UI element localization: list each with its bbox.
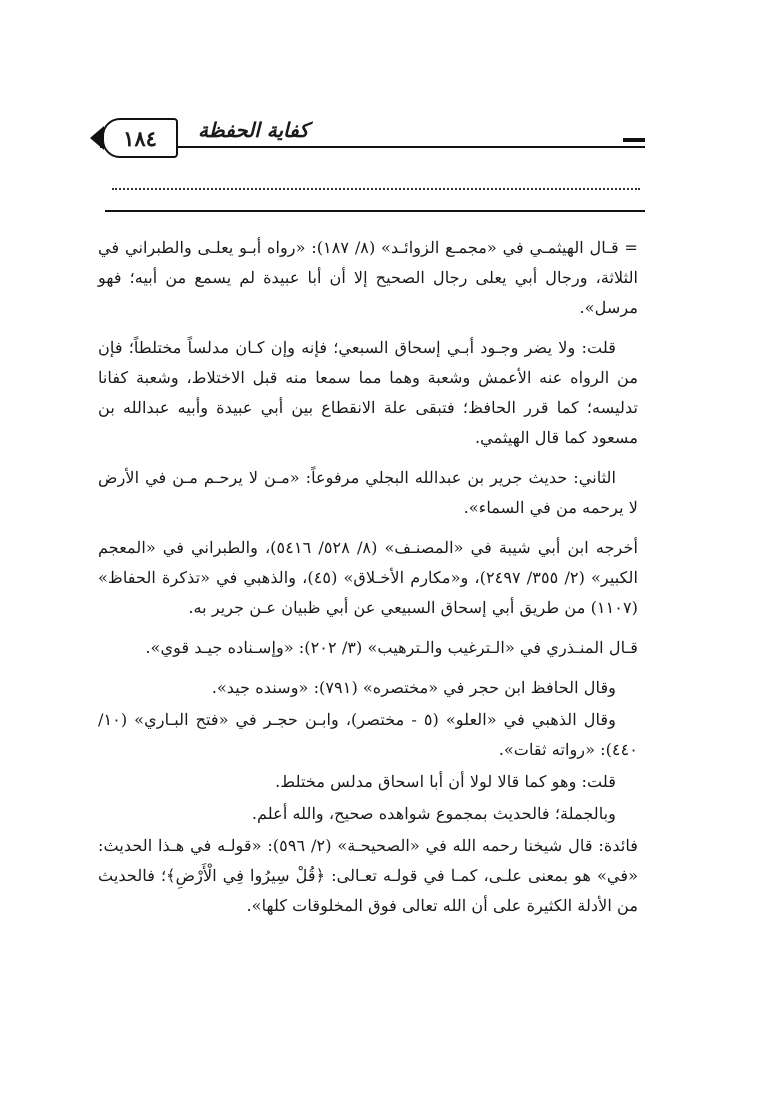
paragraph-1: = قـال الهيثمـي في «مجمـع الزوائـد» (٨/ ١٨٧): «رواه أبـو يعلـى والطبراني في الثلاثة، ورجال أبي يعلى رجال الصحيح إلا أن أبا عبيدة لم يسمع من أبيه؛ فهو مرسل».: [98, 238, 638, 317]
paragraph-3: الثاني: حديث جرير بن عبدالله البجلي مرفوعاً: «مـن لا يرحـم مـن في الأرض لا يرحمه من في السماء».: [98, 468, 638, 517]
page-header: [100, 112, 645, 158]
paragraph-6: وقال الحافظ ابن حجر في «مختصره» (٧٩١): «وسنده جيد».: [211, 678, 616, 697]
paragraph-5: قـال المنـذري في «الـترغيب والـترهيب» (٣/ ٢٠٢): «وإسـناده جيـد قوي».: [145, 638, 638, 657]
paragraph-2: قلت: ولا يضر وجـود أبـي إسحاق السبعي؛ فإنه وإن كـان مدلساً مختلطاً؛ فإن من الرواه عنه الأعمش وشعبة وهما مما سمعا منه قبل الاختلاط، وشعبة كفانا تدليسه؛ كما قرر الحافظ؛ فتبقى علة الانقطاع بين أبي عبيدة وأبيه عبدالله بن مسعود كما قال الهيثمي.: [98, 338, 638, 447]
page-number: ١٨٤: [102, 118, 178, 158]
footnote-rule: [105, 210, 645, 212]
paragraph-10: فائدة: قال شيخنا رحمه الله في «الصحيحـة» (٢/ ٥٩٦): «قولـه في هـذا الحديث: «في» هو بمعنى علـى، كمـا في قولـه تعـالى: ﴿قُلْ سِيرُوا فِي الْأَرْضِ﴾؛ فالحديث من الأدلة الكثيرة على أن الله تعالى فوق المخلوقات كلها».: [98, 836, 639, 915]
paragraph-9: وبالجملة؛ فالحديث بمجموع شواهده صحيح، والله أعلم.: [251, 804, 616, 823]
book-title: كفاية الحفظة: [192, 118, 315, 142]
dotted-separator: [112, 180, 640, 190]
paragraph-7: وقال الذهبي في «العلو» (٥ - مختصر)، وابـن حجـر في «فتح البـاري» (١٠/ ٤٤٠): «رواته ثقات».: [98, 710, 638, 759]
page-body: [98, 233, 638, 923]
paragraph-4: أخرجه ابن أبي شيبة في «المصنـف» (٨/ ٥٢٨/ ٥٤١٦)، والطبراني في «المعجم الكبير» (٢/ ٣٥٥/ ٢٤٩٧)، و«مكارم الأخـلاق» (٤٥)، والذهبي في «تذكرة الحفاظ» (١١٠٧) من طريق أبي إسحاق السبيعي عن أبي ظبيان عـن جرير به.: [98, 538, 638, 617]
header-dash: [623, 138, 645, 142]
paragraph-8: قلت: وهو كما قالا لولا أن أبا اسحاق مدلس مختلط.: [275, 772, 616, 791]
header-rule: [100, 146, 645, 148]
